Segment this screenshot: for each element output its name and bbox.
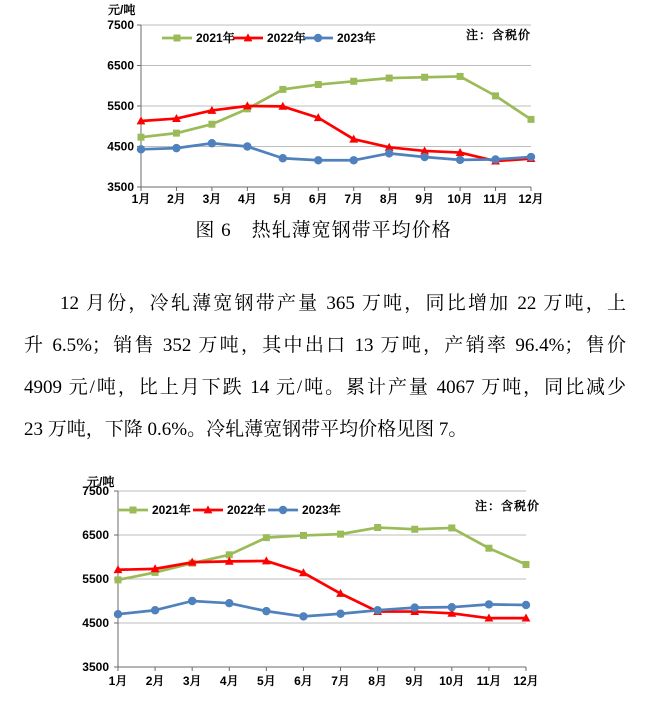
circle-marker <box>262 607 270 615</box>
circle-marker <box>137 145 145 153</box>
x-tick-label: 7月 <box>344 192 364 206</box>
x-tick-label: 9月 <box>415 192 434 206</box>
circle-marker <box>491 155 499 163</box>
x-tick-label: 7月 <box>331 674 350 688</box>
square-marker <box>208 121 215 128</box>
square-marker <box>263 534 270 541</box>
x-tick-label: 8月 <box>368 674 387 688</box>
square-marker <box>492 92 499 99</box>
circle-marker <box>448 603 456 611</box>
x-tick-label: 3月 <box>202 192 222 206</box>
paragraph-line-4: 23 万吨，下降 0.6%。冷轧薄宽钢带平均价格见图 7。 <box>24 419 468 440</box>
circle-marker <box>314 156 322 164</box>
legend-label: 2022年 <box>267 31 306 45</box>
x-tick-label: 4月 <box>238 192 257 206</box>
y-tick-label: 3500 <box>82 660 109 674</box>
legend-label: 2021年 <box>196 31 235 45</box>
y-tick-label: 6500 <box>107 58 134 73</box>
x-tick-label: 2月 <box>145 674 165 688</box>
paragraph-line-3: 4909 元/吨，比上月下跌 14 元/吨。累计产量 4067 万吨，同比减少 <box>24 377 626 398</box>
x-tick-label: 12月 <box>513 674 539 688</box>
y-tick-label: 6500 <box>82 528 109 542</box>
legend-label: 2022年 <box>227 503 266 517</box>
square-marker <box>448 524 455 531</box>
legend-label: 2023年 <box>302 503 341 517</box>
circle-marker <box>527 153 535 161</box>
x-tick-label: 10月 <box>447 192 473 206</box>
figure6-chart-block <box>0 0 647 212</box>
circle-marker <box>336 610 344 618</box>
circle-marker <box>208 139 216 147</box>
square-marker <box>300 532 307 539</box>
legend-label: 2023年 <box>337 31 376 45</box>
square-marker <box>386 75 393 82</box>
circle-marker <box>151 606 159 614</box>
square-marker <box>315 81 322 88</box>
square-marker <box>421 74 428 81</box>
x-tick-label: 3月 <box>182 674 202 688</box>
figure6-caption: 图 6 热轧薄宽钢带平均价格 <box>195 220 452 241</box>
x-tick-label: 10月 <box>439 674 465 688</box>
y-axis-unit-label: 元/吨 <box>87 475 115 489</box>
square-marker <box>138 134 145 141</box>
series-line-2023年 <box>141 143 531 160</box>
legend-label: 2021年 <box>152 503 191 517</box>
y-tick-label: 4500 <box>107 139 134 154</box>
circle-marker <box>172 144 180 152</box>
square-marker <box>174 35 181 42</box>
series-line-2022年 <box>118 561 526 618</box>
tax-note-label: 注：含税价 <box>475 499 541 513</box>
circle-marker <box>279 154 287 162</box>
circle-marker <box>522 601 530 609</box>
body-paragraph <box>24 283 626 451</box>
square-marker <box>173 130 180 137</box>
x-tick-label: 6月 <box>294 674 313 688</box>
x-tick-label: 8月 <box>379 192 399 206</box>
x-tick-label: 9月 <box>405 674 425 688</box>
y-tick-label: 4500 <box>82 616 109 630</box>
series-line-2022年 <box>141 106 531 161</box>
x-tick-label: 1月 <box>131 192 151 206</box>
y-tick-label: 5500 <box>82 572 109 586</box>
circle-marker <box>373 606 381 614</box>
circle-marker <box>420 153 428 161</box>
circle-marker <box>385 149 393 157</box>
x-tick-label: 12月 <box>518 192 544 206</box>
y-tick-label: 7500 <box>82 484 109 498</box>
cold-rolled-price-line-chart <box>0 470 647 701</box>
tax-note-label: 注：含税价 <box>466 28 532 42</box>
y-tick-label: 5500 <box>107 99 134 113</box>
circle-marker <box>314 34 322 42</box>
circle-marker <box>299 612 307 620</box>
square-marker <box>411 526 418 533</box>
hot-rolled-price-line-chart <box>0 0 647 212</box>
x-tick-label: 5月 <box>257 674 276 688</box>
x-tick-label: 4月 <box>219 674 239 688</box>
figure7-chart-block <box>0 470 647 701</box>
square-marker <box>115 576 122 583</box>
square-marker <box>528 116 535 123</box>
x-tick-label: 11月 <box>476 674 502 688</box>
circle-marker <box>456 156 464 164</box>
x-tick-label: 5月 <box>273 192 293 206</box>
square-marker <box>130 507 137 514</box>
x-tick-label: 2月 <box>167 192 186 206</box>
square-marker <box>337 531 344 538</box>
square-marker <box>523 561 530 568</box>
square-marker <box>374 524 381 531</box>
square-marker <box>279 86 286 93</box>
square-marker <box>485 545 492 552</box>
circle-marker <box>411 603 419 611</box>
circle-marker <box>243 142 251 150</box>
circle-marker <box>188 597 196 605</box>
circle-marker <box>114 610 122 618</box>
y-tick-label: 3500 <box>107 180 134 194</box>
x-tick-label: 6月 <box>308 192 328 206</box>
circle-marker <box>350 156 358 164</box>
circle-marker <box>485 600 493 608</box>
y-axis-unit-label: 元/吨 <box>108 3 136 17</box>
circle-marker <box>279 506 287 514</box>
square-marker <box>457 73 464 80</box>
square-marker <box>350 78 357 85</box>
circle-marker <box>225 599 233 607</box>
paragraph-line-1: 12 月份，冷轧薄宽钢带产量 365 万吨，同比增加 22 万吨，上 <box>60 293 626 314</box>
paragraph-line-2: 升 6.5%；销售 352 万吨，其中出口 13 万吨，产销率 96.4%；售价 <box>24 335 626 356</box>
x-tick-label: 11月 <box>483 192 508 206</box>
x-tick-label: 1月 <box>108 674 128 688</box>
y-tick-label: 7500 <box>107 18 134 32</box>
